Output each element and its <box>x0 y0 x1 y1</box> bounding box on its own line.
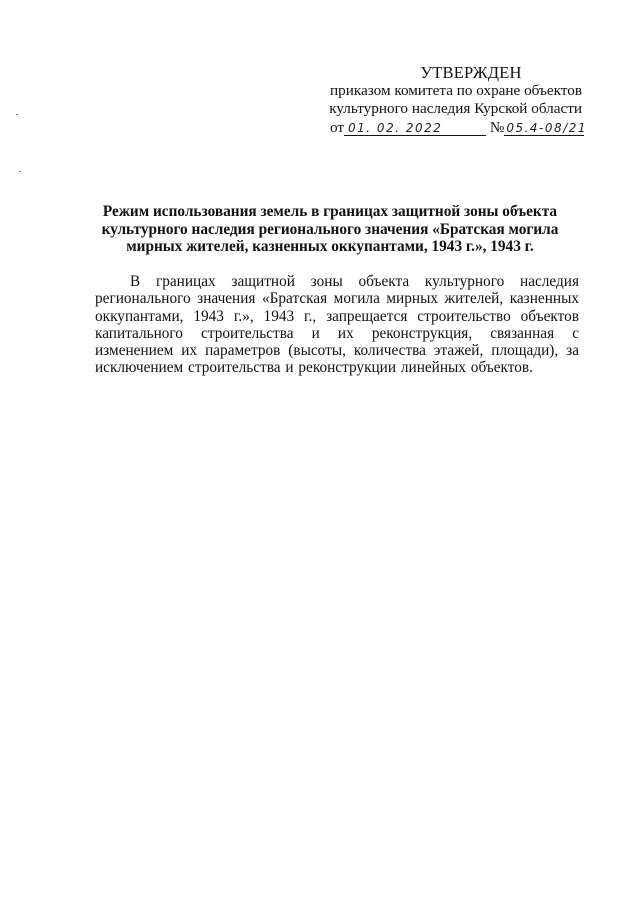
scan-artifact-dot <box>16 114 18 115</box>
document-paragraph: В границах защитной зоны объекта культурного наследия регионального значения «Братская могила мирных жителей, казненных оккупантами, 1943 г.», 1943 г., запрещается строительство объектов капитального строительства и их реконструкция, связанная с изменением их параметров (высоты, количества этажей, площади), за исключением строительства и реконструкции линейных объектов. <box>95 273 579 377</box>
order-reference <box>330 119 587 137</box>
approval-heading: УТВЕРЖДЕН <box>420 63 522 82</box>
approval-line-2: культурного наследия Курской области <box>329 100 582 117</box>
approval-line-1: приказом комитета по охране объектов <box>330 82 582 99</box>
handwritten-number: 05.4-08/21 <box>506 121 587 135</box>
approval-stamp <box>318 64 582 118</box>
number-prefix: № <box>489 119 505 136</box>
document-title: Режим использования земель в границах защитной зоны объекта культурного наследия регионального значения «Братская могила мирных жителей, казненных оккупантами, 1943 г.», 1943 г. <box>101 203 559 255</box>
handwritten-date: 01. 02. 2022 <box>344 121 486 136</box>
date-prefix: от <box>330 119 345 136</box>
scan-artifact-dot <box>19 171 21 172</box>
